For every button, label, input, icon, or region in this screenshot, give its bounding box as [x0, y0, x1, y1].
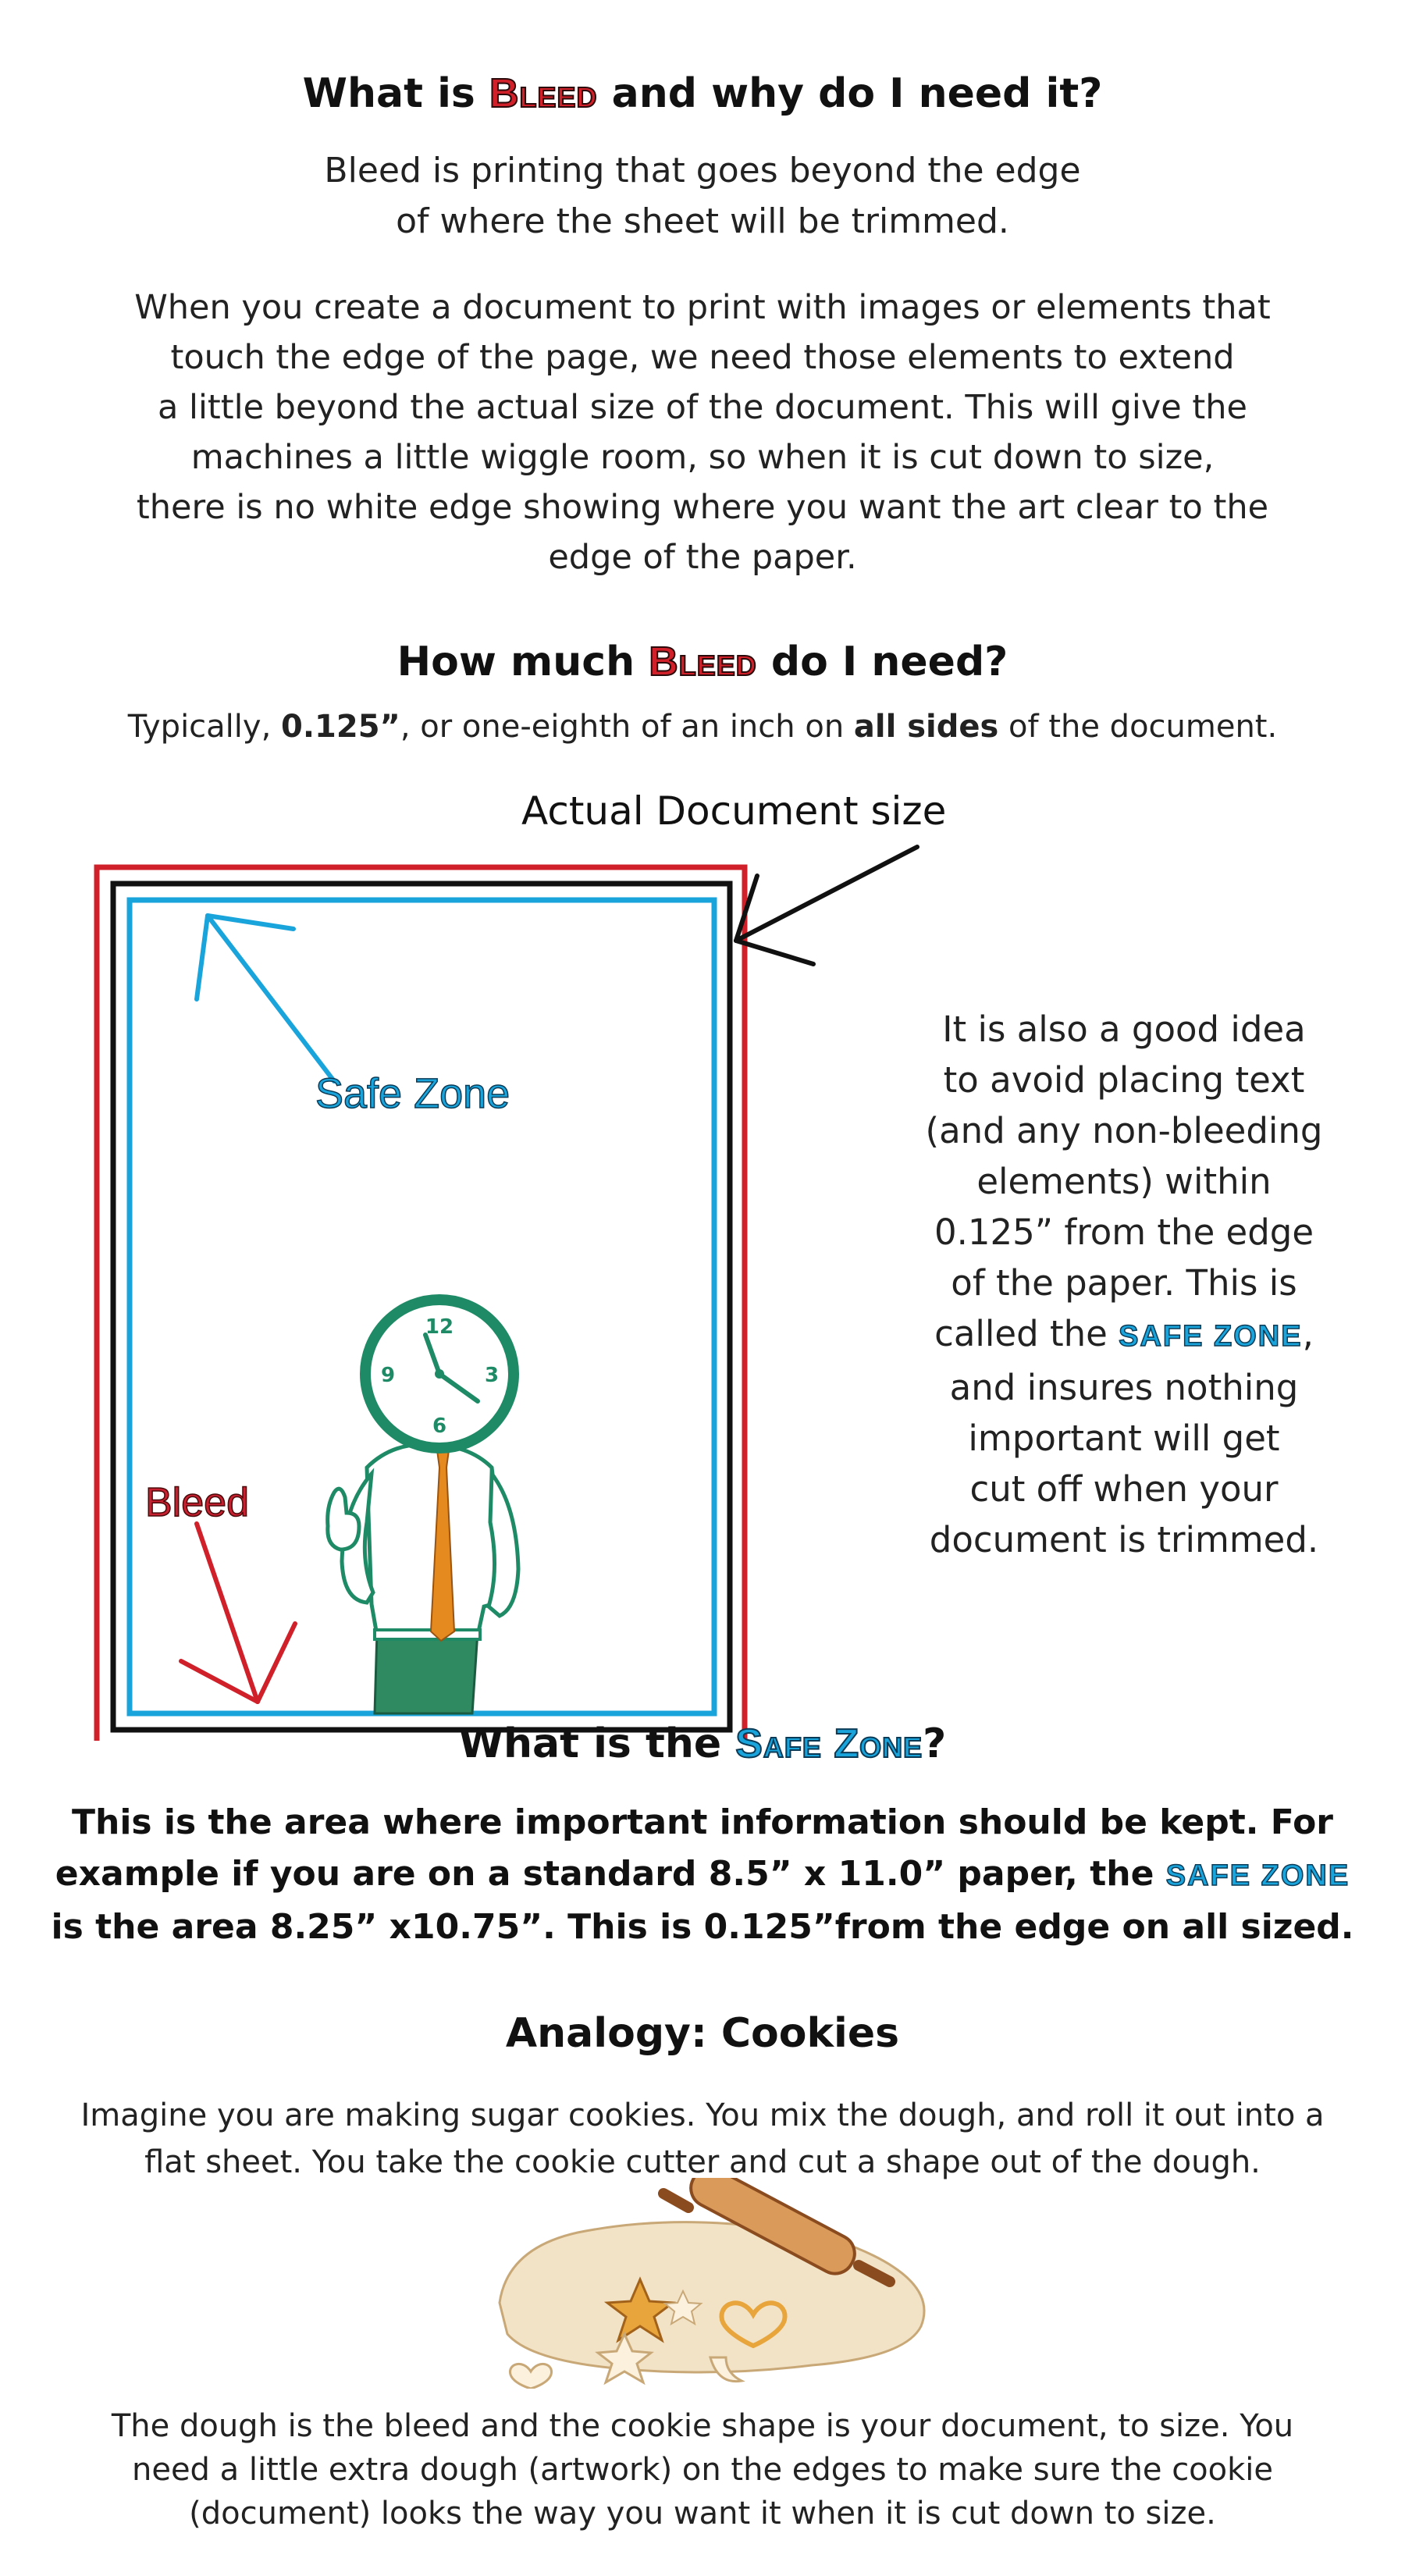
- clock-number: 9: [380, 1364, 396, 1387]
- safe-zone-inline: SAFE ZONE: [1165, 1859, 1350, 1892]
- how-much-all-sides: all sides: [853, 709, 999, 745]
- safe-zone-side-note: [866, 1004, 1382, 1565]
- safe-zone-word: Safe Zone: [735, 1721, 923, 1767]
- bleed-arrow: [181, 1524, 295, 1702]
- side-note-line: and insures nothing: [949, 1367, 1299, 1408]
- side-note-line: to avoid placing text: [943, 1059, 1305, 1101]
- side-note-called-pre: called the: [934, 1313, 1119, 1354]
- how-much-line-pre: Typically,: [127, 709, 282, 745]
- clock-number: 6: [432, 1414, 447, 1438]
- bleed-definition: [0, 145, 1405, 247]
- side-note-called-post: ,: [1302, 1313, 1314, 1354]
- actual-size-arrow: [736, 847, 917, 964]
- side-note-line: (and any non-bleeding: [925, 1110, 1323, 1151]
- bleed-explanation-line: touch the edge of the page, we need those elements to extend: [170, 338, 1235, 377]
- how-much-heading: [0, 639, 1405, 685]
- bleed-definition-line-2: of where the sheet will be trimmed.: [396, 201, 1009, 241]
- how-much-line-mid: , or one-eighth of an inch on: [400, 709, 854, 745]
- how-much-heading-pre: How much: [397, 639, 649, 685]
- how-much-line-post: of the document.: [998, 709, 1278, 745]
- side-note-called-line: [866, 1308, 1382, 1362]
- safe-zone-desc-line: This is the area where important information should be kept. For: [71, 1802, 1333, 1842]
- side-note-line: 0.125” from the edge: [934, 1212, 1314, 1253]
- clock-number: 12: [425, 1315, 454, 1339]
- analogy-intro-line: Imagine you are making sugar cookies. You mix the dough, and roll it out into a: [80, 2097, 1325, 2133]
- analogy-heading-text: Analogy: Cookies: [505, 2010, 900, 2057]
- side-note-line: of the paper. This is: [951, 1262, 1297, 1304]
- safe-zone-heading: [0, 1720, 1405, 1767]
- heart-cookie-icon: [510, 2364, 551, 2389]
- analogy-heading: [0, 2010, 1405, 2057]
- bleed-explanation-line: edge of the paper.: [548, 538, 857, 577]
- side-note-line: cut off when your: [969, 1468, 1279, 1510]
- bleed-explanation-line: there is no white edge showing where you want the art clear to the: [136, 488, 1269, 527]
- bleed-explanation-line: a little beyond the actual size of the document. This will give the: [157, 388, 1247, 427]
- analogy-outro: [0, 2404, 1405, 2535]
- analogy-outro-line: need a little extra dough (artwork) on the edges to make sure the cookie: [131, 2452, 1274, 2488]
- bleed-explanation: [0, 283, 1405, 582]
- bleed-heading-pre: What is: [302, 70, 489, 117]
- side-note-line: document is trimmed.: [929, 1519, 1319, 1560]
- safe-zone-description: [0, 1797, 1405, 1953]
- cookie-dough-illustration: [484, 2178, 952, 2389]
- safe-zone-desc-line2-pre: example if you are on a standard 8.5” x 11.0” paper, the: [55, 1854, 1166, 1894]
- bleed-explanation-line: machines a little wiggle room, so when it is cut down to size,: [190, 438, 1215, 477]
- analogy-outro-line: The dough is the bleed and the cookie shape is your document, to size. You: [111, 2408, 1294, 2444]
- analogy-intro-line: flat sheet. You take the cookie cutter and cut a shape out of the dough.: [144, 2144, 1261, 2180]
- side-note-line: important will get: [968, 1418, 1280, 1459]
- side-note-line: It is also a good idea: [942, 1009, 1306, 1050]
- dough-sheet: [500, 2222, 924, 2372]
- clock-number: 3: [484, 1364, 500, 1387]
- how-much-heading-post: do I need?: [756, 639, 1008, 685]
- safe-zone-desc-line: is the area 8.25” x10.75”. This is 0.125”from the edge on all sized.: [51, 1907, 1354, 1947]
- clock-man-illustration: [328, 1300, 518, 1713]
- bleed-heading: [0, 70, 1405, 117]
- safe-zone-inline: SAFE ZONE: [1119, 1320, 1303, 1353]
- bleed-definition-line-1: Bleed is printing that goes beyond the edge: [324, 151, 1081, 190]
- how-much-line: [0, 709, 1405, 745]
- safe-zone-desc-line: [0, 1848, 1405, 1902]
- bleed-heading-post: and why do I need it?: [597, 70, 1103, 117]
- actual-size-label: Actual Document size: [521, 788, 947, 834]
- safe-zone-heading-pre: What is the: [458, 1720, 736, 1767]
- bleed-explanation-line: When you create a document to print with images or elements that: [134, 288, 1271, 327]
- bleed-label: Bleed: [145, 1480, 249, 1525]
- analogy-outro-line: (document) looks the way you want it when it is cut down to size.: [189, 2496, 1216, 2532]
- bleed-word: Bleed: [489, 71, 598, 116]
- how-much-value: 0.125”: [281, 709, 400, 745]
- safe-zone-label: Safe Zone: [315, 1070, 510, 1117]
- safe-zone-arrow: [197, 916, 334, 1081]
- safe-zone-heading-post: ?: [923, 1720, 947, 1767]
- side-note-line: elements) within: [976, 1161, 1272, 1202]
- bleed-word: Bleed: [649, 639, 757, 685]
- analogy-intro: [0, 2092, 1405, 2186]
